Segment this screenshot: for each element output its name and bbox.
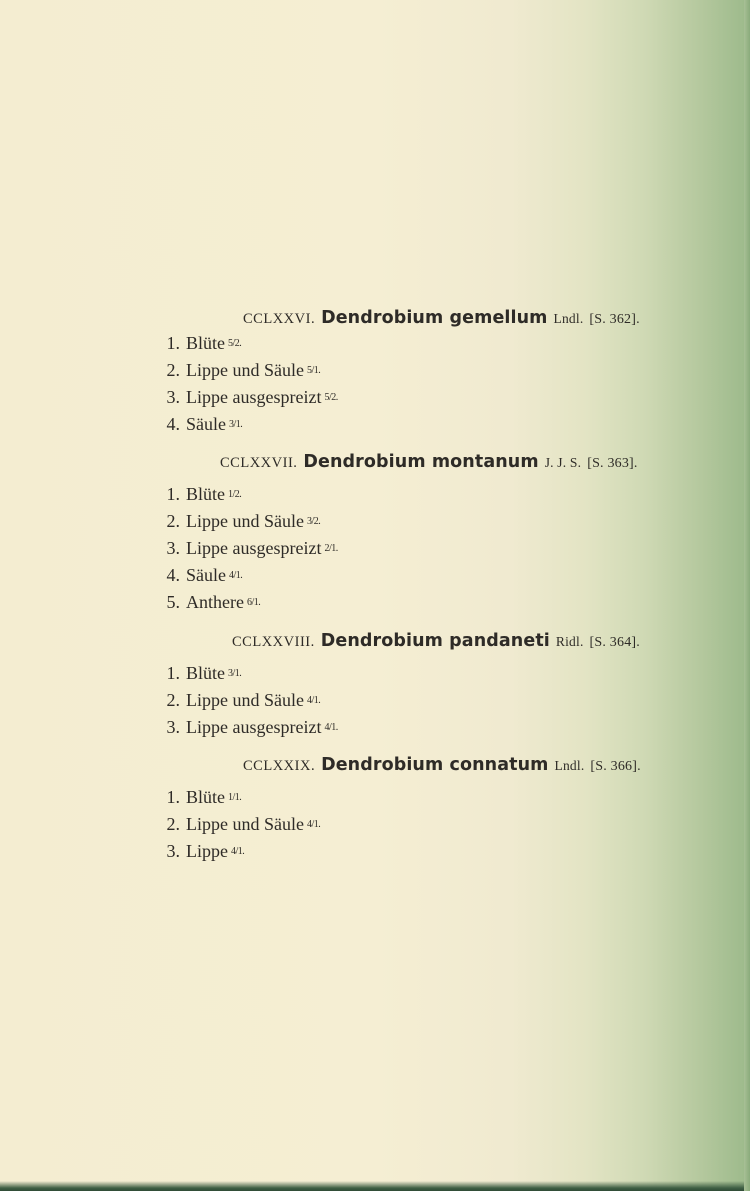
- magnification: 2/1.: [324, 543, 338, 554]
- magnification: 6/1.: [246, 597, 261, 608]
- page-reference: [S. 366].: [590, 759, 641, 774]
- species-author: Lndl.: [553, 311, 584, 326]
- plate-number: CCLXXVI.: [243, 311, 316, 327]
- species-name: Dendrobium montanum: [303, 452, 539, 472]
- magnification: 3/1.: [228, 668, 242, 679]
- figure-item: [156, 714, 338, 740]
- figure-item: [156, 481, 241, 507]
- figure-label: Blüte: [186, 787, 225, 807]
- figure-index: 1.: [166, 333, 180, 353]
- magnification: 5/1.: [306, 365, 321, 376]
- figure-index: 4.: [166, 565, 180, 585]
- figure-item: [156, 838, 244, 864]
- magnification: 4/1.: [324, 722, 338, 733]
- magnification: 5/2.: [324, 392, 338, 403]
- figure-item: [156, 330, 241, 356]
- magnification: 4/1.: [306, 819, 321, 830]
- figure-index: 3.: [166, 538, 180, 558]
- figure-index: 3.: [166, 387, 180, 407]
- figure-label: Lippe und Säule: [186, 814, 304, 834]
- figure-index: 4.: [166, 414, 180, 434]
- figure-item: [156, 811, 320, 837]
- magnification: 3/1.: [229, 419, 243, 430]
- plate-heading: [243, 308, 640, 328]
- page-reference: [S. 362].: [589, 312, 640, 327]
- figure-index: 3.: [166, 717, 180, 737]
- magnification: 5/2.: [228, 338, 242, 349]
- figure-label: Lippe und Säule: [186, 360, 304, 380]
- figure-index: 2.: [166, 690, 180, 710]
- figure-item: [156, 357, 320, 383]
- plate-number: CCLXXVIII.: [232, 634, 315, 650]
- figure-label: Säule: [186, 414, 226, 434]
- figure-label: Säule: [186, 565, 226, 585]
- page-reference: [S. 364].: [589, 635, 640, 650]
- figure-label: Lippe: [186, 841, 228, 861]
- magnification: 4/1.: [229, 570, 243, 581]
- magnification: 4/1.: [231, 846, 245, 857]
- figure-index: 1.: [166, 663, 180, 683]
- figure-label: Lippe ausgespreizt: [186, 538, 322, 558]
- species-name: Dendrobium pandaneti: [320, 631, 550, 651]
- figure-label: Anthere: [186, 592, 244, 612]
- species-author: Ridl.: [555, 634, 584, 649]
- figure-item: [156, 589, 260, 615]
- species-name: Dendrobium connatum: [321, 755, 549, 775]
- magnification: 4/1.: [306, 695, 321, 706]
- plate-heading: [232, 631, 640, 651]
- figure-index: 1.: [166, 787, 180, 807]
- figure-item: [156, 535, 338, 561]
- figure-item: [156, 562, 242, 588]
- page-edge: [744, 0, 750, 1191]
- figure-index: 5.: [166, 592, 180, 612]
- figure-item: [156, 384, 338, 410]
- species-name: Dendrobium gemellum: [321, 308, 548, 328]
- figure-item: [156, 508, 320, 534]
- figure-label: Blüte: [186, 484, 225, 504]
- figure-index: 2.: [166, 360, 180, 380]
- magnification: 3/2.: [306, 516, 321, 527]
- figure-index: 2.: [166, 511, 180, 531]
- figure-label: Blüte: [186, 333, 225, 353]
- plate-heading: [220, 452, 638, 472]
- figure-index: 3.: [166, 841, 180, 861]
- species-author: J. J. S.: [544, 455, 582, 470]
- figure-label: Blüte: [186, 663, 225, 683]
- plate-heading: [243, 755, 641, 775]
- figure-label: Lippe und Säule: [186, 690, 304, 710]
- figure-label: Lippe und Säule: [186, 511, 304, 531]
- figure-item: [156, 411, 242, 437]
- figure-index: 1.: [166, 484, 180, 504]
- species-author: Lndl.: [554, 758, 585, 773]
- page-reference: [S. 363].: [587, 456, 638, 471]
- figure-index: 2.: [166, 814, 180, 834]
- plate-number: CCLXXIX.: [243, 758, 316, 774]
- figure-item: [156, 784, 241, 810]
- magnification: 1/2.: [228, 489, 242, 500]
- magnification: 1/1.: [228, 792, 242, 803]
- figure-item: [156, 660, 241, 686]
- figure-label: Lippe ausgespreizt: [186, 717, 322, 737]
- plate-number: CCLXXVII.: [220, 455, 298, 471]
- figure-item: [156, 687, 320, 713]
- figure-label: Lippe ausgespreizt: [186, 387, 322, 407]
